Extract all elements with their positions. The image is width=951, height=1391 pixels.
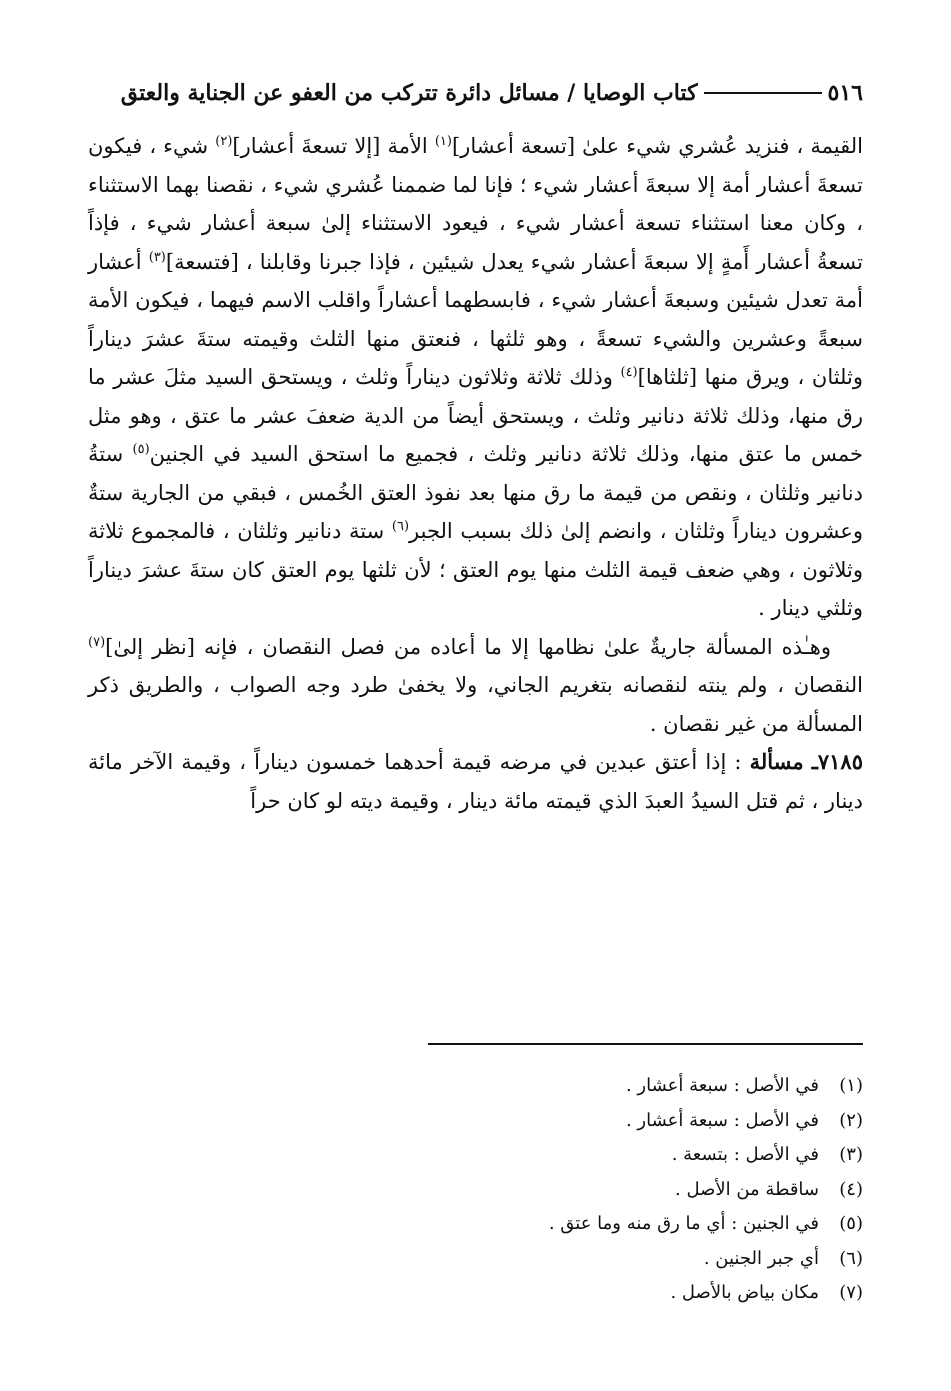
footnote-ref-2[interactable]: (٢) xyxy=(215,134,233,149)
footnotes-list xyxy=(88,1069,863,1311)
masala-text: : إذا أعتق عبدين في مرضه قيمة أحدهما خمسون ديناراً ، وقيمة الآخر مائة دينار ، ثم قتل السيدُ العبدَ الذي قيمته مائة دينار ، وقيمة ديته لو كان حراً xyxy=(88,750,863,813)
masala-paragraph xyxy=(88,743,863,820)
footnote-number: (٧) xyxy=(839,1282,863,1303)
footnote-number: (٢) xyxy=(839,1109,863,1131)
text-run: الأمة [إلا تسعةَ أعشار] xyxy=(232,134,435,158)
footnote-text: في الأصل : بتسعة . xyxy=(671,1144,819,1165)
footnote-item xyxy=(88,1138,863,1173)
footnote-ref-5[interactable]: (٥) xyxy=(132,442,150,457)
text-run: النقصان ، ولم ينته لنقصانه بتغريم الجاني، ولا يخفىٰ طرد وجه الصواب ، والطريق ذكر المسألة من غير نقصان . xyxy=(88,673,863,736)
footnote-separator xyxy=(428,1043,863,1045)
footnote-ref-6[interactable]: (٦) xyxy=(391,519,410,534)
footnote-item xyxy=(88,1276,863,1311)
footnote-number: (٣) xyxy=(839,1144,863,1165)
page-header xyxy=(88,80,863,106)
footnote-text: في الأصل : سبعة أعشار . xyxy=(625,1109,819,1131)
text-run: ستة دنانير وثلثان ، فالمجموع ثلاثة وثلاثون ، وهي ضعف قيمة الثلث منها يوم العتق ؛ لأن ثلثها يوم العتق كان ستةَ عشرَ ديناراً وثلثي دينار . xyxy=(88,519,863,620)
footnote-text: ساقطة من الأصل . xyxy=(675,1178,819,1200)
footnote-number: (٤) xyxy=(839,1178,863,1200)
masala-heading: مسألة xyxy=(749,749,804,774)
footnote-item xyxy=(88,1104,863,1139)
footnote-text: أي جبر الجنين . xyxy=(703,1247,819,1269)
masala-number: ٧١٨٥ـ xyxy=(811,749,863,774)
text-run: شيء ، فيكون تسعةَ أعشار أمة إلا سبعةَ أعشار شيء ؛ فإنا لما ضممنا عُشري شيء ، نقصنا بهما الاستثناء ، وكان معنا استثناء تسعة أعشار شيء ، فيعود الاستثناء إلىٰ سبعة أعشار شيء ، فإذاً تسعةُ أعشار أَمةٍ إلا سبعةَ أعشار شيء يعدل شيئين ، فإذا جبرنا وقابلنا ، [فتسعة] xyxy=(88,134,863,274)
footnote-item xyxy=(88,1069,863,1104)
text-run: وهـٰذه المسألة جاريةٌ علىٰ نظامها إلا ما أعاده من فصل النقصان ، فإنه [نظر إلىٰ] xyxy=(105,634,831,659)
footnote-number: (١) xyxy=(839,1075,863,1096)
footnote-number: (٥) xyxy=(839,1213,863,1234)
footnote-ref-7[interactable]: (٧) xyxy=(88,634,106,650)
footnote-text: في الأصل : سبعة أعشار . xyxy=(625,1075,819,1096)
header-rule xyxy=(704,92,822,94)
footnote-ref-4[interactable]: (٤) xyxy=(620,365,638,380)
footnote-ref-1[interactable]: (١) xyxy=(434,134,452,149)
footnote-text: مكان بياض بالأصل . xyxy=(670,1282,819,1303)
footnote-item xyxy=(88,1242,863,1277)
running-title: كتاب الوصايا / مسائل دائرة تتركب من العفو عن الجناية والعتق xyxy=(120,80,698,106)
footnote-item xyxy=(88,1207,863,1242)
paragraph-1 xyxy=(88,127,863,628)
footnote-item xyxy=(88,1173,863,1208)
paragraph-2 xyxy=(88,628,863,744)
text-run: أعشار أمة تعدل شيئين وسبعةَ أعشار شيء ، فابسطهما أعشاراً واقلب الاسم فيهما ، فيكون الأمة سبعةً وعشرين والشيء تسعةً ، وهو ثلثها ، فنعتق منها الثلث وقيمته ستةَ عشرَ ديناراً وثلثان ، ويرق منها [ثلثاها] xyxy=(88,249,863,389)
text-run: ستةُ دنانير وثلثان ، ونقص من قيمة ما رق منها بعد نفوذ العتق الخُمس ، فبقي من الجارية ستةٌ وعشرون ديناراً وثلثان ، وانضم إلىٰ ذلك بسبب الجبر xyxy=(88,442,863,543)
page-number: ٥١٦ xyxy=(827,80,863,106)
footnote-text: في الجنين : أي ما رق منه وما عتق . xyxy=(548,1213,819,1234)
footnote-number: (٦) xyxy=(839,1247,863,1269)
footnote-ref-3[interactable]: (٣) xyxy=(148,249,166,265)
main-text xyxy=(88,127,863,820)
text-run: وذلك ثلاثة وثلاثون ديناراً وثلث ، ويستحق السيد مثلَ عشر ما رق منها، وذلك ثلاثة دنانير وثلث ، ويستحق أيضاً من الدية ضعفَ عشر ما عتق ، وهو مثل خمس ما عتق منها، وذلك ثلاثة دنانير وثلث ، فجميع ما استحق السيد في الجنين xyxy=(88,365,863,466)
text-run: القيمة ، فنزيد عُشري شيء علىٰ [تسعة أعشار] xyxy=(451,134,863,158)
